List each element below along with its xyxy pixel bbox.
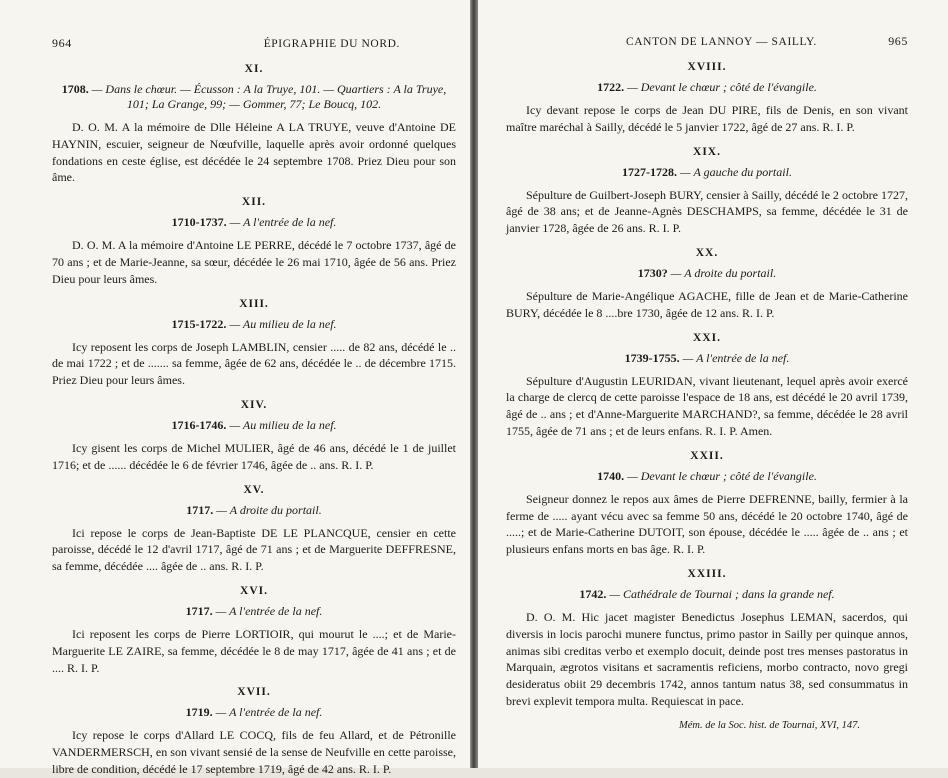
left-entries	[52, 63, 456, 778]
entry-year: 1730?	[637, 265, 668, 280]
right-page-number: 965	[888, 34, 908, 48]
entry-heading	[506, 266, 908, 281]
entry-year: 1716-1746.	[171, 417, 227, 432]
entry-number: XVII.	[237, 686, 271, 699]
entry-heading	[52, 503, 456, 518]
entry-text: Seigneur donnez le repos aux âmes de Pierre DEFRENNE, bailly, fermier à la ferme de ..... ayant vécu avec sa femme 50 ans, décédé le 20 octobre 1740, âgé de .....; et de Marie-Catherine DUTOIT, son épouse, décédée le ..... âgée de .. ans ; et plusieurs enfans morts en bas âge. R. I. P.	[506, 491, 908, 557]
entry-location: — Devant le chœur ; côté de l'évangile.	[627, 468, 817, 483]
entry-text: D. O. M. A la mémoire de Dlle Héleine A LA TRUYE, veuve d'Antoine DE HAYNIN, escuier, seigneur de Nœufville, laquelle après avoir ordonné quelques fondations en ceste église, est décédée le 24 septembre 1708. Priez Dieu pour son âme.	[52, 120, 456, 185]
entry-year: 1717.	[185, 603, 213, 618]
entry-location: — Devant le chœur ; côté de l'évangile.	[627, 80, 817, 94]
entry-heading	[52, 418, 456, 433]
entry-year: 1722.	[597, 80, 625, 94]
entry-heading	[506, 587, 908, 602]
book-gutter	[470, 0, 478, 768]
entry-location: — A droite du portail.	[670, 265, 777, 280]
entry-year: 1742.	[579, 586, 607, 601]
entry-text: D. O. M. A la mémoire d'Antoine LE PERRE, décédé le 7 octobre 1737, âgé de 70 ans ; et de Marie-Jeanne, sa sœur, décédée le 26 mai 1710, âgée de 56 ans. Priez Dieu pour leurs âmes.	[52, 238, 456, 286]
inscription-entry	[52, 63, 456, 186]
inscription-entry	[506, 146, 908, 237]
entry-location: — Au milieu de la nef.	[229, 316, 337, 331]
entry-text: Icy gisent les corps de Michel MULIER, âgé de 46 ans, décédé le 1 de juillet 1716; et de ...... décédée le 6 de février 1746, âgée de .. ans. R. I. P.	[52, 440, 456, 472]
entry-year: 1708.	[61, 82, 89, 96]
inscription-entry	[506, 61, 908, 136]
left-running-title: ÉPIGRAPHIE DU NORD.	[263, 38, 400, 50]
source-citation: Mém. de la Soc. hist. de Tournai, XVI, 147.	[678, 719, 860, 731]
entry-text: D. O. M. Hic jacet magister Benedictus Josephus LEMAN, sacerdos, qui diversis in locis parochi munere functus, primo pastor in Sailly per quinque annos, animas sibi creditas verbo et exemplo docuit, deinde post tres menses pastoratus in Marquain, ægrotos visitans et sacramentis reficiens, morbo contracto, novo gregi desideratus obiit 29 decembris 1742, annos tantum natus 38, sed consummatus in brevi explevit tempora multa. Requiescat in pace.	[506, 609, 908, 708]
entry-text: Sépulture de Marie-Angélique AGACHE, fille de Jean et de Marie-Catherine BURY, décédée le 8 ....bre 1730, âgée de 12 ans. R. I. P.	[506, 288, 908, 320]
left-page	[0, 0, 470, 776]
entry-year: 1727-1728.	[622, 164, 678, 179]
entry-year: 1710-1737.	[171, 215, 227, 230]
entry-number: XI.	[244, 63, 264, 75]
inscription-entry	[52, 484, 456, 575]
entry-heading	[52, 604, 456, 619]
entry-location: — A l'entrée de la nef.	[682, 350, 790, 365]
entry-heading	[506, 80, 908, 95]
entry-location: — Au milieu de la nef.	[229, 417, 337, 432]
entry-year: 1740.	[597, 468, 625, 483]
entry-text: Ici repose le corps de Jean-Baptiste DE LE PLANCQUE, censier en cette paroisse, décédé le 12 d'avril 1717, âgé de 71 ans ; et de Marguerite DEFFRESNE, sa femme, décédée .... âgée de .. ans. R. I. P.	[52, 525, 456, 574]
entry-heading	[506, 469, 908, 484]
inscription-entry	[52, 298, 456, 389]
entry-number: XIV.	[240, 398, 268, 411]
entry-location: — A l'entrée de la nef.	[215, 603, 323, 618]
entry-location: — A l'entrée de la nef.	[229, 215, 337, 230]
inscription-entry	[52, 686, 456, 777]
entry-year: 1719.	[185, 705, 213, 720]
entry-text: Sépulture de Guilbert-Joseph BURY, censier à Sailly, décédé le 2 octobre 1727, âgé de 38 ans; et de Jeanne-Agnès DESCHAMPS, sa femme, décédée le 31 de janvier 1728, âgée de 26 ans. R. I. P.	[506, 187, 908, 236]
entry-number: XV.	[243, 483, 265, 496]
entry-number: XX.	[695, 246, 719, 259]
entry-location: — Cathédrale de Tournai ; dans la grande nef.	[609, 586, 835, 601]
inscription-entry	[506, 450, 908, 558]
entry-heading	[52, 82, 456, 112]
entry-number: XII.	[241, 196, 267, 209]
right-page	[478, 0, 948, 768]
inscription-entry	[52, 585, 456, 676]
entry-heading	[52, 215, 456, 230]
entry-year: 1717.	[186, 502, 214, 517]
entry-number: XIII.	[239, 297, 269, 310]
entry-location: — A gauche du portail.	[680, 164, 792, 179]
left-page-number: 964	[52, 36, 72, 50]
inscription-entry	[506, 247, 908, 322]
inscription-entry	[506, 332, 908, 440]
right-entries	[506, 61, 908, 710]
entry-number: XXII.	[690, 449, 724, 462]
entry-location: — A droite du portail.	[216, 502, 322, 517]
entry-heading	[506, 351, 908, 366]
entry-location: — A l'entrée de la nef.	[215, 705, 323, 720]
entry-text: Ici reposent les corps de Pierre LORTIOIR, qui mourut le ....; et de Marie-Marguerite LE ZAIRE, sa femme, décédée le 8 de may 1717, âgée de 41 ans ; et de .... R. I. P.	[52, 626, 456, 675]
entry-text: Icy repose le corps d'Allard LE COCQ, fils de feu Allard, et de Pétronille VANDERMERSCH, en son vivant sensié de la sense de Neufville en cette paroisse, libre de condition, décédé le 17 septembre 1719, âgé de 42 ans. R. I. P.	[52, 728, 456, 776]
entry-number: XXIII.	[687, 567, 727, 580]
entry-heading	[52, 705, 456, 720]
entry-number: XIX.	[693, 145, 721, 158]
left-running-head	[52, 36, 456, 51]
inscription-entry	[506, 568, 908, 710]
inscription-entry	[52, 399, 456, 474]
entry-location: — Dans le chœur. — Écusson : A la Truye, 101. — Quartiers : A la Truye, 101; La Grange, 99; — Gommer, 77; Le Boucq, 102.	[91, 82, 447, 111]
right-running-head	[506, 34, 908, 49]
entry-text: Icy reposent les corps de Joseph LAMBLIN, censier ..... de 82 ans, décédé le .. de mai 1722 ; et de ....... sa femme, âgée de 62 ans, décédée le .. de décembre 1715. Priez Dieu pour leurs âmes.	[52, 339, 456, 388]
entry-year: 1739-1755.	[624, 350, 680, 365]
inscription-entry	[52, 196, 456, 287]
entry-heading	[52, 317, 456, 332]
entry-heading	[506, 165, 908, 180]
entry-text: Icy devant repose le corps de Jean DU PIRE, fils de Denis, en son vivant maître maréchal à Sailly, décédé le 5 janvier 1722, âgé de 27 ans. R. I. P.	[506, 103, 908, 134]
entry-text: Sépulture d'Augustin LEURIDAN, vivant lieutenant, lequel après avoir exercé la charge de clercq de cette paroisse l'espace de 18 ans, est décédé le 20 avril 1739, âgé de .. ans ; et d'Anne-Marguerite MARCHAND?, sa femme, décédée le 28 avril 1755, âgée de 71 ans ; et de leurs enfans. R. I. P. Amen.	[506, 373, 908, 438]
entry-number: XVIII.	[687, 61, 727, 73]
entry-number: XVI.	[240, 584, 268, 597]
entry-number: XXI.	[693, 331, 721, 344]
entry-year: 1715-1722.	[171, 316, 227, 331]
right-running-title: CANTON DE LANNOY — SAILLY.	[626, 36, 817, 48]
